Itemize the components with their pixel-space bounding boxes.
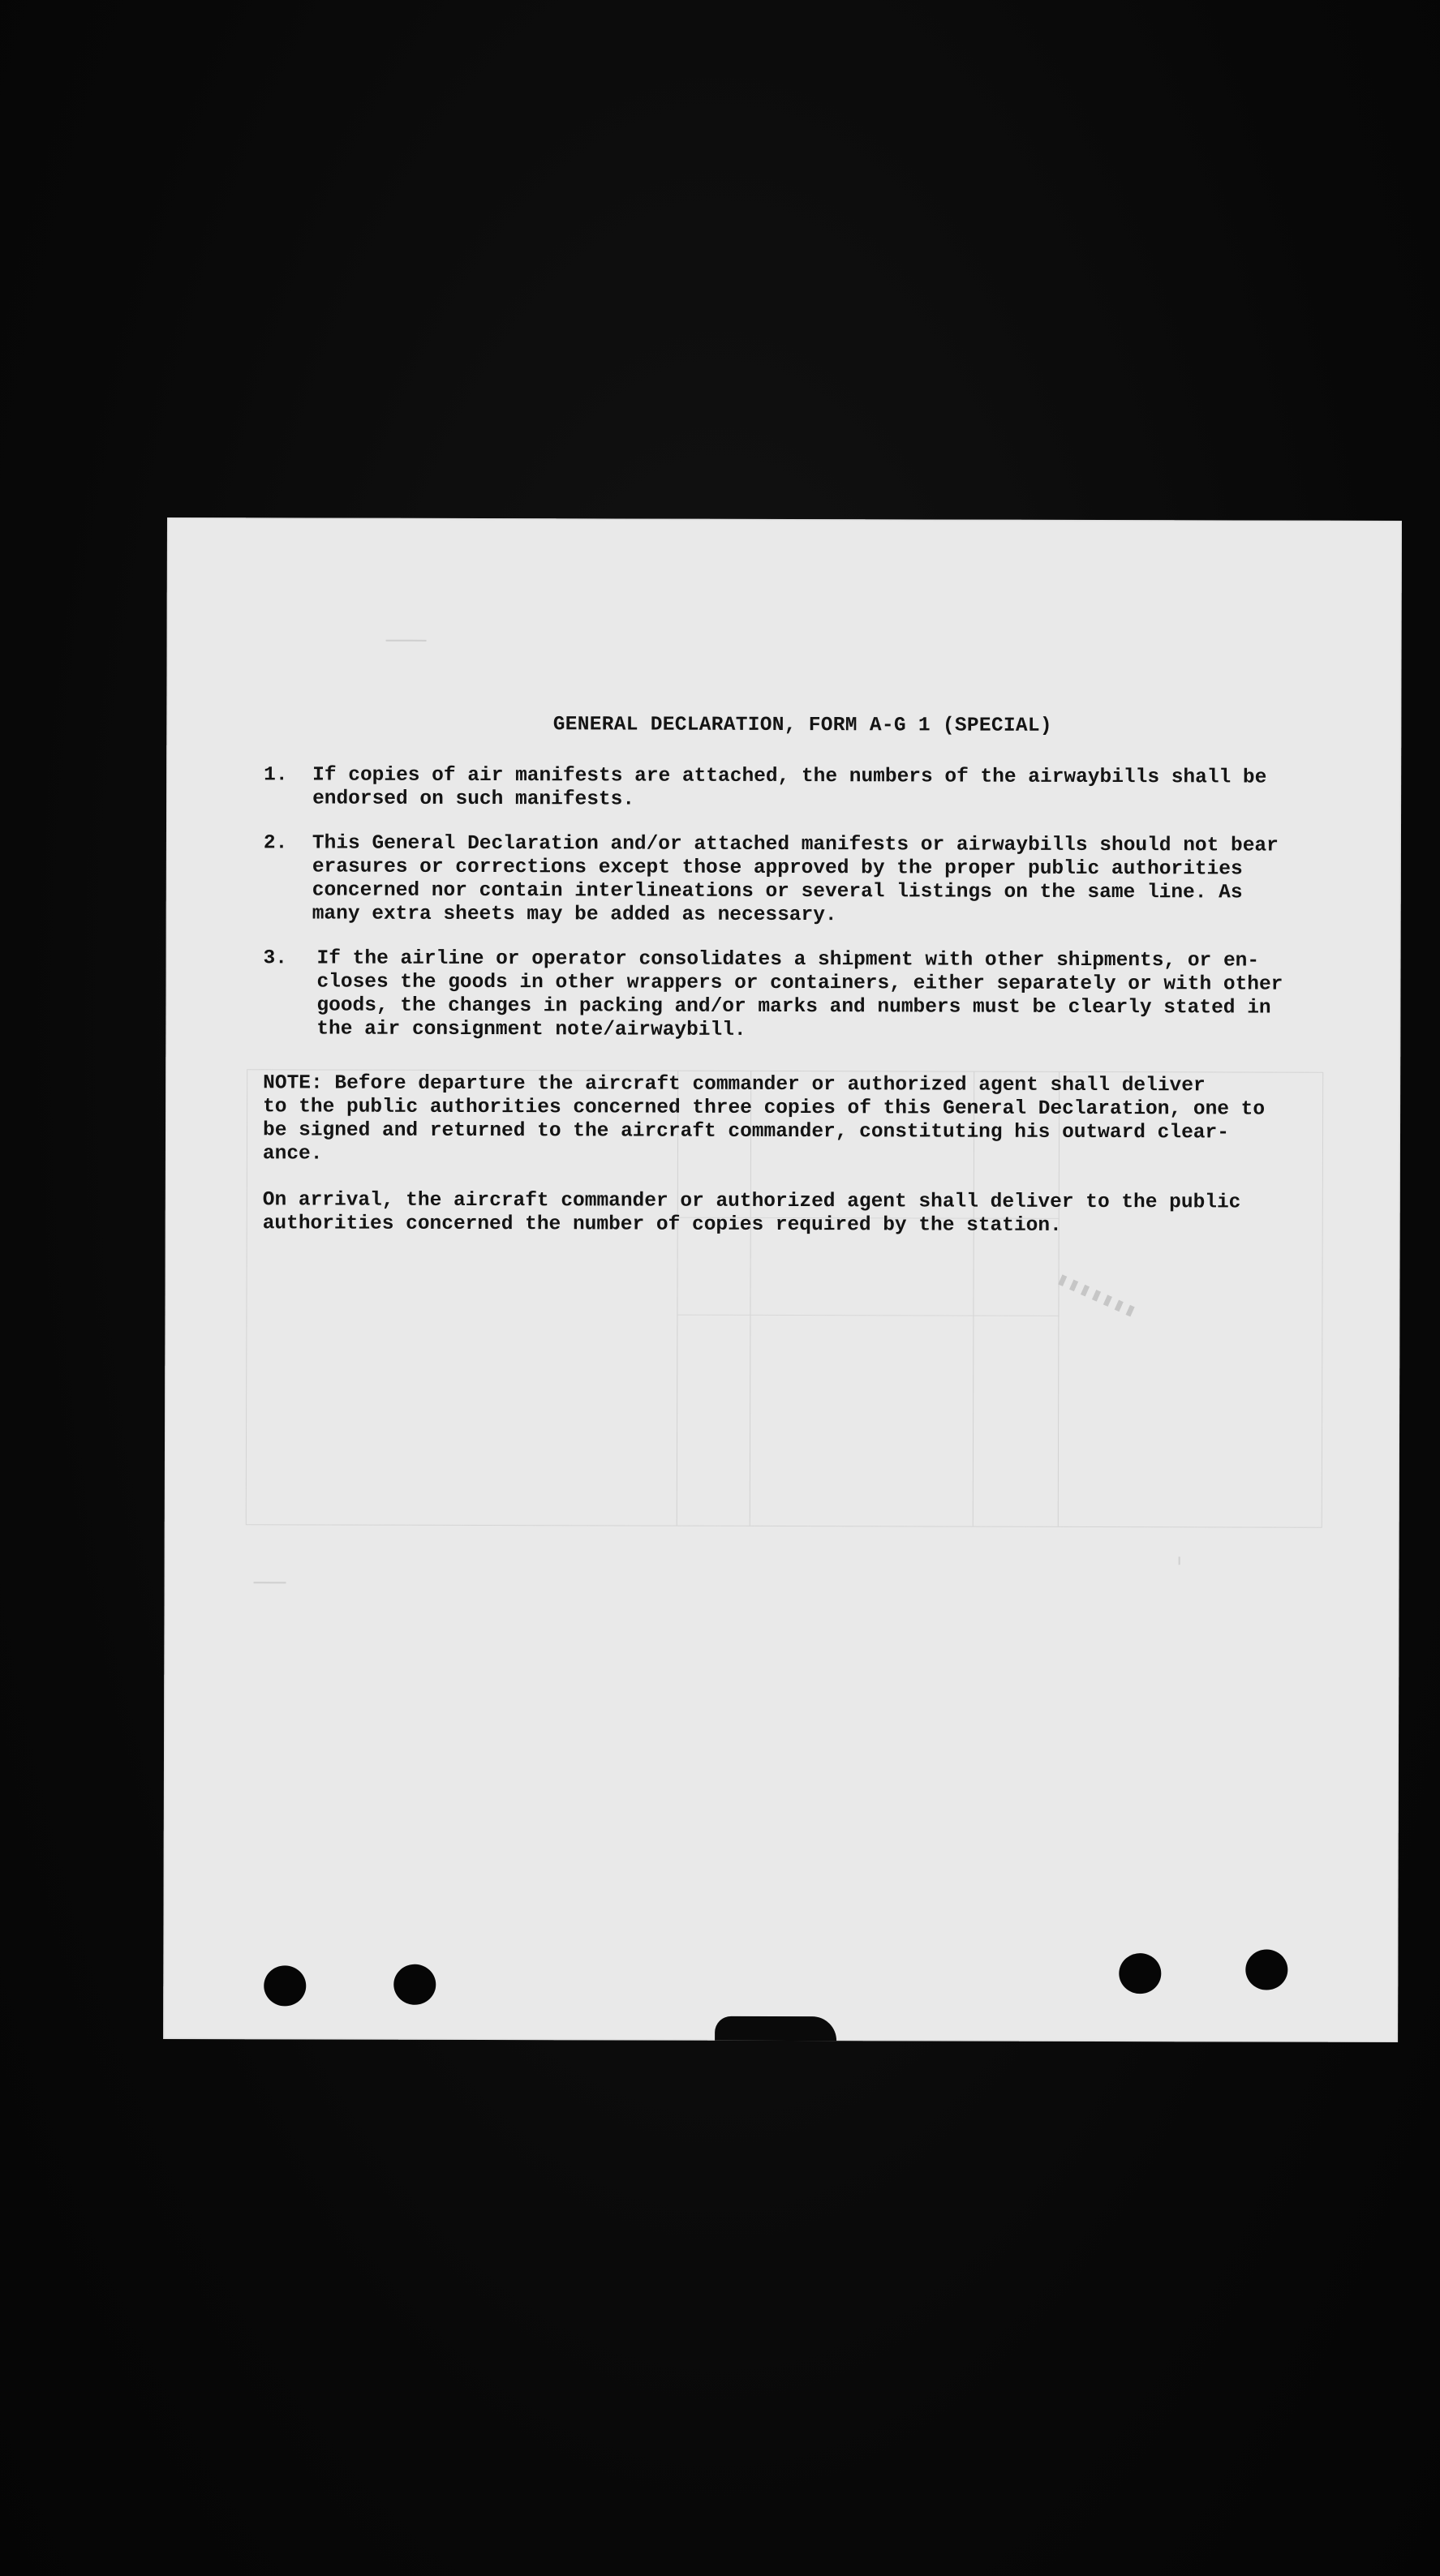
stray-mark — [254, 1582, 286, 1583]
note-paragraph: NOTE: Before departure the aircraft commander or authorized agent shall deliver to the public authorities concerned three copies of this General Declaration, one to be signed and returned to the aircraft commander, constituting his outward clear- ance. — [262, 1072, 1266, 1166]
item-text: If copies of air manifests are attached, the numbers of the airwaybills shall be endorsed on such manifests. — [312, 764, 1267, 811]
item-text: This General Declaration and/or attached manifests or airwaybills should not bear erasures or corrections except those approved by the proper public authorities concerned nor contain interlineations or several listings on the same line. As many extra sheets may be added as necessary. — [312, 832, 1279, 927]
punch-hole — [1119, 1953, 1161, 1994]
item-text: If the airline or operator consolidates a shipment with other shipments, or en- closes the goods in other wrappers or containers, either separately or with other goods, the changes in packing and/or marks and numbers must be clearly stated in the air consignment note/airwaybill. — [316, 947, 1283, 1041]
stray-mark — [386, 640, 427, 642]
instruction-item-2 — [264, 831, 1318, 928]
punch-hole — [393, 1964, 436, 2005]
instruction-item-3 — [263, 947, 1317, 1043]
form-title: GENERAL DECLARATION, FORM A-G 1 (SPECIAL) — [552, 714, 1052, 737]
item-number: 1. — [264, 764, 288, 787]
punch-hole — [264, 1965, 306, 2006]
show-through-stamp: ▮▮▮▮▮▮▮ — [1053, 1269, 1141, 1324]
item-number: 2. — [263, 832, 288, 855]
punch-hole — [1245, 1949, 1287, 1990]
stray-mark — [1179, 1556, 1180, 1565]
torn-edge — [715, 2016, 836, 2041]
document-page — [163, 517, 1402, 2042]
instruction-item-1 — [264, 763, 1318, 813]
arrival-paragraph: On arrival, the aircraft commander or authorized agent shall deliver to the public authorities concerned the number of copies required by the station. — [262, 1189, 1241, 1237]
document-content — [263, 712, 1319, 1238]
item-number: 3. — [263, 947, 288, 970]
show-through-line — [677, 1315, 1058, 1316]
